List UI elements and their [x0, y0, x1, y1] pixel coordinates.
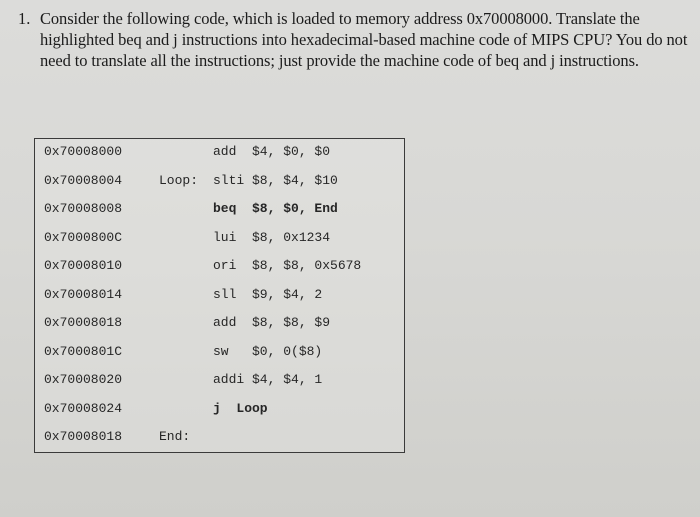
code-table [34, 138, 405, 453]
code-label: Loop: [159, 172, 199, 188]
code-row [35, 144, 404, 173]
code-instruction-beq: beq $8, $0, End [213, 201, 338, 216]
code-instruction: sll $9, $4, 2 [213, 286, 323, 302]
code-address: 0x7000801C [44, 343, 123, 359]
code-row [35, 372, 404, 401]
code-instruction: slti $8, $4, $10 [213, 172, 338, 188]
code-instruction: ori $8, $8, 0x5678 [213, 258, 362, 273]
code-label-end: End: [159, 429, 191, 444]
code-row-highlighted [35, 201, 404, 230]
code-address: 0x70008004 [44, 172, 123, 188]
code-address: 0x70008020 [44, 372, 123, 387]
question-number: 1. [18, 9, 31, 28]
code-address: 0x70008014 [44, 286, 123, 302]
code-address: 0x70008008 [44, 201, 123, 216]
code-row [35, 173, 404, 202]
code-instruction: addi $4, $4, 1 [213, 372, 323, 387]
code-row [35, 315, 404, 344]
code-row [35, 258, 404, 287]
code-row [35, 344, 404, 373]
code-row [35, 230, 404, 259]
code-address: 0x70008024 [44, 400, 123, 416]
code-instruction: add $8, $8, $9 [213, 315, 331, 330]
code-instruction: add $4, $0, $0 [213, 144, 331, 159]
code-address: 0x7000800C [44, 229, 123, 245]
code-instruction: lui $8, 0x1234 [213, 229, 331, 245]
question-text: Consider the following code, which is loaded to memory address 0x70008000. Translate the highlighted beq and j instructions into hexadecimal-based machine code of MIPS CPU? You do not need to translate all the instructions; just provide the machine code of beq and j instructions. [40, 9, 688, 70]
code-address: 0x70008018 [44, 315, 123, 330]
code-instruction-j: j Loop [213, 400, 268, 416]
code-row [35, 429, 404, 458]
code-instruction: sw $0, 0($8) [213, 343, 323, 359]
code-row [35, 287, 404, 316]
code-address: 0x70008010 [44, 258, 123, 273]
code-address: 0x70008000 [44, 144, 123, 159]
code-address: 0x70008018 [44, 429, 123, 444]
code-row-highlighted [35, 401, 404, 430]
